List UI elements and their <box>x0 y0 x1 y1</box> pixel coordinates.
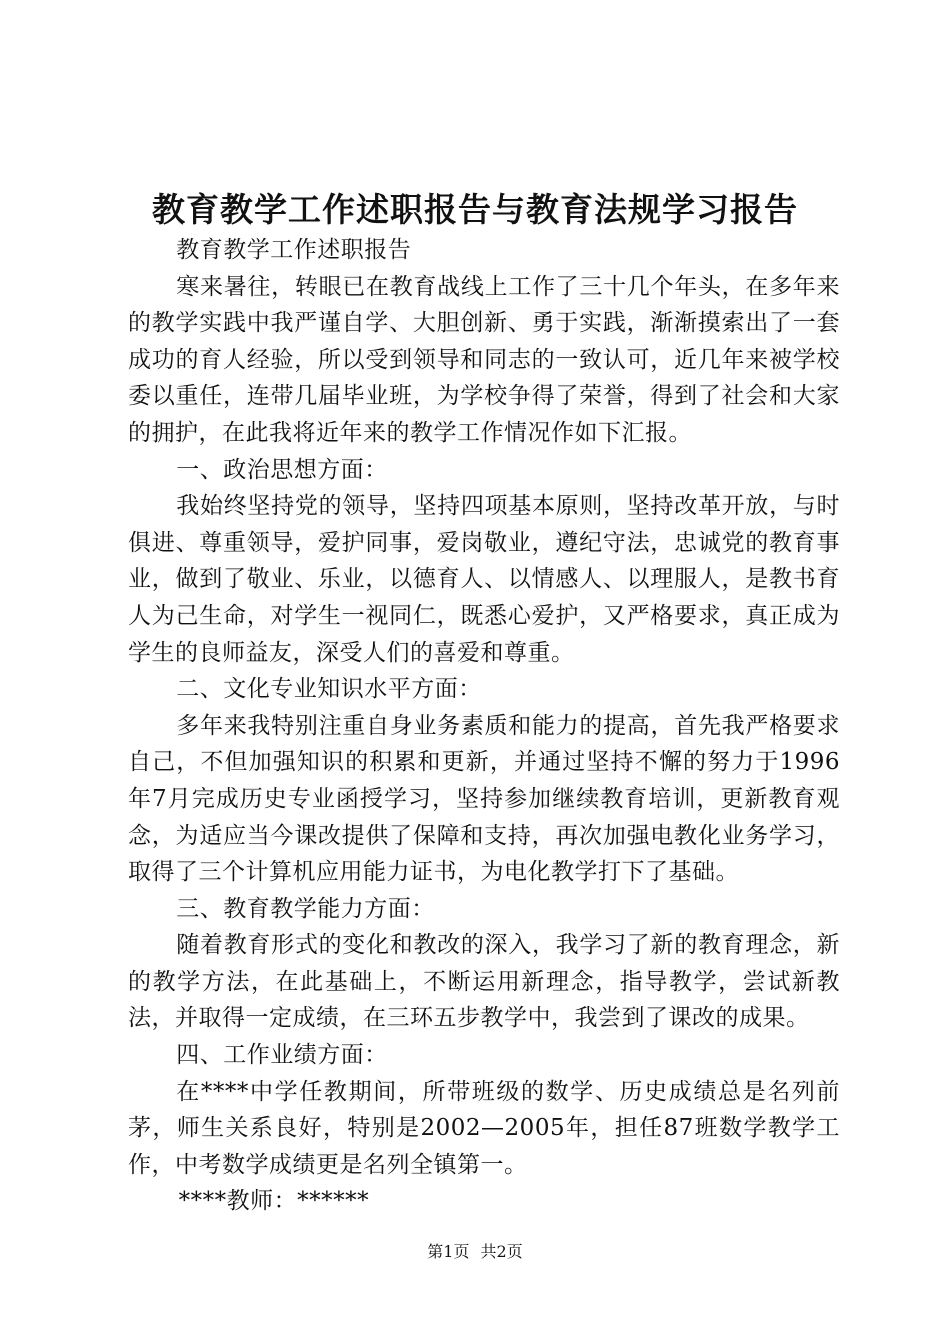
section-heading-achievements: 四、工作业绩方面： <box>176 1042 388 1069</box>
politics-paragraph: 我始终坚持党的领导，坚持四项基本原则，坚持改革开放，与时俱进、尊重领导，爱护同事，爱岗敬业，遵纪守法，忠诚党的教育事业，做到了敬业、乐业，以德育人、以情感人、以理服人，是教书育人为己生命，对学生一视同仁，既悉心爱护，又严格要求，真正成为学生的良师益友，深受人们的喜爱和尊重。 <box>128 493 840 666</box>
page-footer <box>0 1240 950 1264</box>
page-number-current: 第1页 <box>427 1242 470 1261</box>
report-subtitle: 教育教学工作述职报告 <box>176 237 412 263</box>
section-heading-politics: 一、政治思想方面： <box>176 456 388 483</box>
achievements-paragraph: 在****中学任教期间，所带班级的数学、历史成绩总是名列前茅，师生关系良好，特别是2002—2005年，担任87班数学教学工作，中考数学成绩更是名列全镇第一。 <box>128 1078 840 1178</box>
document-body <box>128 232 840 1220</box>
teaching-paragraph: 随着教育形式的变化和教改的深入，我学习了新的教育理念，新的教学方法，在此基础上，不断运用新理念，指导教学，尝试新教法，并取得一定成绩，在三环五步教学中，我尝到了课改的成果。 <box>128 932 840 1032</box>
document-title: 教育教学工作述职报告与教育法规学习报告 <box>152 190 798 229</box>
page-number-total: 共2页 <box>480 1242 523 1261</box>
section-heading-knowledge: 二、文化专业知识水平方面： <box>176 676 482 703</box>
knowledge-paragraph: 多年来我特别注重自身业务素质和能力的提高，首先我严格要求自己，不但加强知识的积累和更新，并通过坚持不懈的努力于1996年7月完成历史专业函授学习，坚持参加继续教育培训，更新教育观念，为适应当今课改提供了保障和支持，再次加强电教化业务学习，取得了三个计算机应用能力证书，为电化教学打下了基础。 <box>128 712 840 886</box>
signature-line: ****教师：****** <box>178 1188 370 1215</box>
section-heading-teaching: 三、教育教学能力方面： <box>176 895 435 922</box>
intro-paragraph: 寒来暑往，转眼已在教育战线上工作了三十几个年头，在多年来的教学实践中我严谨自学、大胆创新、勇于实践，渐渐摸索出了一套成功的育人经验，所以受到领导和同志的一致认可，近几年来被学校委以重任，连带几届毕业班，为学校争得了荣誉，得到了社会和大家的拥护，在此我将近年来的教学工作情况作如下汇报。 <box>128 273 840 446</box>
